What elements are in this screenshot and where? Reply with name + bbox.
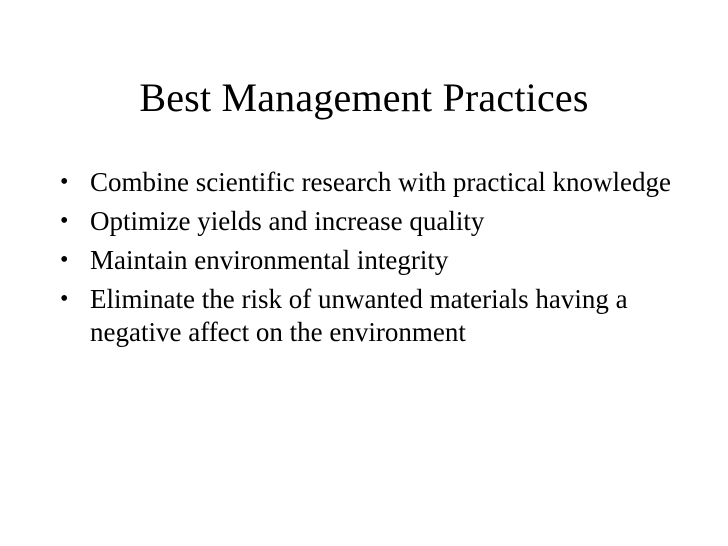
bullet-item [60,283,710,349]
bullet-dot-icon: • [60,169,69,195]
bullet-text: Eliminate the risk of unwanted materials having a negative affect on the environment [90,284,628,347]
bullet-item [60,166,710,199]
bullet-list [60,166,710,355]
bullet-text: Optimize yields and increase quality [90,206,485,236]
bullet-text: Maintain environmental integrity [90,245,449,275]
bullet-dot-icon: • [60,208,69,234]
bullet-dot-icon: • [60,286,69,312]
bullet-text: Combine scientific research with practical knowledge [90,167,672,197]
bullet-dot-icon: • [60,247,69,273]
bullet-item [60,205,710,238]
bullet-item [60,244,710,277]
slide-title: Best Management Practices [139,75,589,120]
